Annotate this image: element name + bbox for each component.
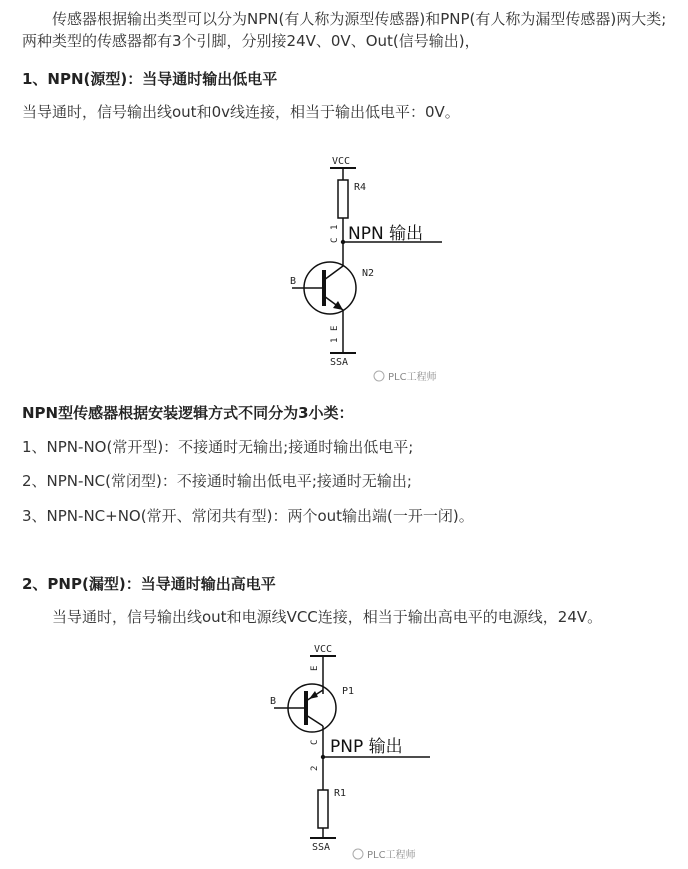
npn-pin-c-label: C bbox=[330, 237, 340, 243]
section1-text: 当导通时，信号输出线out和0v线连接，相当于输出低电平：0V。 bbox=[22, 103, 460, 121]
pnp-watermark: PLC工程师 bbox=[367, 850, 416, 861]
npn-output-label: NPN 输出 bbox=[348, 224, 424, 244]
pnp-watermark-icon bbox=[353, 849, 363, 859]
subtype-item-1: 1、NPN-NO(常开型)：不接通时无输出;接通时输出低电平; bbox=[22, 438, 414, 456]
npn-watermark: PLC工程师 bbox=[388, 372, 437, 383]
npn-resistor bbox=[338, 180, 348, 218]
pnp-output-label: PNP 输出 bbox=[330, 737, 403, 757]
pnp-resistor-label: R1 bbox=[334, 788, 347, 799]
npn-ground-label: SSA bbox=[330, 357, 349, 368]
npn-pin-e-label: E bbox=[330, 325, 340, 331]
subtypes-heading: NPN型传感器根据安装逻辑方式不同分为3小类： bbox=[22, 404, 354, 422]
pnp-pin-c-label: C bbox=[310, 739, 320, 745]
pnp-resistor bbox=[318, 790, 328, 828]
subtype-item-3: 3、NPN-NC+NO(常开、常闭共有型)：两个out输出端(一开一闭)。 bbox=[22, 507, 474, 525]
intro-paragraph: 传感器根据输出类型可以分为NPN(有人称为源型传感器)和PNP(有人称为漏型传感器)两大类;两种类型的传感器都有3个引脚，分别接24V、0V、Out(信号输出)， bbox=[22, 10, 667, 50]
npn-circuit-figure bbox=[270, 148, 460, 388]
npn-watermark-icon bbox=[374, 371, 384, 381]
npn-resistor-label: R4 bbox=[354, 182, 367, 193]
pnp-transistor-label: P1 bbox=[342, 686, 355, 697]
pnp-base-label: B bbox=[270, 696, 277, 707]
pnp-circuit-figure bbox=[260, 640, 460, 868]
subtype-item-2: 2、NPN-NC(常闭型)：不接通时输出低电平;接通时无输出; bbox=[22, 472, 412, 490]
section2-heading: 2、PNP(漏型)：当导通时输出高电平 bbox=[22, 575, 276, 593]
pnp-pin-e-label: E bbox=[310, 665, 320, 671]
npn-vcc-label: VCC bbox=[332, 156, 351, 167]
section2-text: 当导通时，信号输出线out和电源线VCC连接，相当于输出高电平的电源线，24V。 bbox=[52, 608, 603, 626]
npn-pin-c-num: 1 bbox=[330, 224, 340, 230]
pnp-ground-label: SSA bbox=[312, 842, 331, 853]
section1-heading: 1、NPN(源型)：当导通时输出低电平 bbox=[22, 70, 278, 88]
npn-transistor-label: N2 bbox=[362, 268, 375, 279]
npn-base-label: B bbox=[290, 276, 297, 287]
pnp-pin-c-num: 2 bbox=[310, 765, 320, 771]
pnp-vcc-label: VCC bbox=[314, 644, 333, 655]
npn-pin-e-num: 1 bbox=[330, 337, 340, 343]
